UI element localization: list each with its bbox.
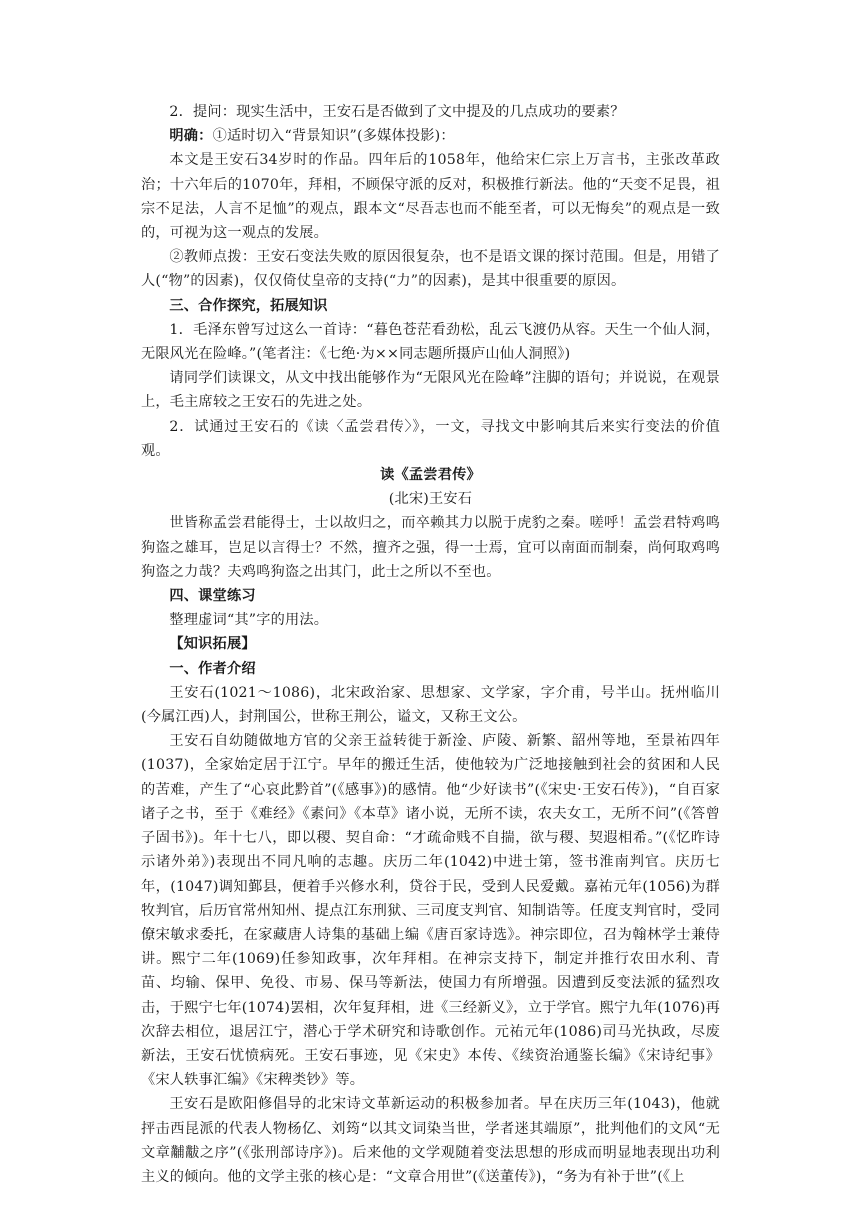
section-3-item-2: 2．试通过王安石的《读〈孟尝君传〉》，一文，寻找文中影响其后来实行变法的价值观。 bbox=[141, 418, 720, 459]
question-2: 2．提问：现实生活中，王安石是否做到了文中提及的几点成功的要素？ bbox=[169, 104, 625, 120]
poem-author: (北宋)王安石 bbox=[388, 491, 473, 508]
section-4-title: 四、课堂练习 bbox=[169, 588, 256, 605]
answer-text: ①适时切入“背景知识”(多媒体投影)： bbox=[212, 128, 455, 145]
knowledge-extension-title: 【知识拓展】 bbox=[169, 636, 256, 653]
section-3-item-1-task: 请同学们读课文，从文中找出能够作为“无限风光在险峰”注脚的语句；并说说，在观景上，毛主席较之王安石的先进之处。 bbox=[141, 370, 720, 411]
answer-clarify bbox=[141, 124, 720, 148]
poem-title: 读《孟尝君传》 bbox=[380, 467, 481, 484]
teacher-paragraph: ②教师点拨：王安石变法失败的原因很复杂，也不是语文课的探讨范围。但是，用错了人(“物”的因素)，仅仅倚仗皇帝的支持(“力”的因素)，是其中很重要的原因。 bbox=[141, 249, 720, 290]
answer-label: 明确： bbox=[169, 128, 213, 145]
section-3-title: 三、合作探究，拓展知识 bbox=[169, 297, 328, 314]
section-4-item: 整理虚词“其”字的用法。 bbox=[169, 612, 329, 629]
author-intro-paragraph-2: 王安石自幼随做地方官的父亲王益转徙于新淦、庐陵、新繁、韶州等地，至景祐四年(1037)，全家始定居于江宁。早年的搬迁生活，使他较为广泛地接触到社会的贫困和人民的苦难，产生了“心哀此黔首”(《感事》)的感情。他“少好读书”(《宋史·王安石传》)，“自百家诸子之书，至于《难经》《素问》《本草》诸小说，无所不读，农夫女工，无所不问”(《答曾子固书》)。年十七八，即以稷、契自命：“才疏命贱不自揣，欲与稷、契遐相希。”(《忆昨诗示诸外弟》)表现出不同凡响的志趣。庆历二年(1042)中进士第，签书淮南判官。庆历七年，(1047)调知鄞县，便着手兴修水利，贷谷于民，受到人民爱戴。嘉祐元年(1056)为群牧判官，后历官常州知州、提点江东刑狱、三司度支判官、知制诰等。任度支判官时，受同僚宋敏求委托，在家藏唐人诗集的基础上编《唐百家诗选》。神宗即位，召为翰林学士兼侍讲。熙宁二年(1069)任参知政事，次年拜相。在神宗支持下，制定并推行农田水利、青苗、均输、保甲、免役、市易、保马等新法，使国力有所增强。因遭到反变法派的猛烈攻击，于熙宁七年(1074)罢相，次年复拜相，进《三经新义》，立于学官。熙宁九年(1076)再次辞去相位，退居江宁，潜心于学术研究和诗歌创作。元祐元年(1086)司马光执政，尽废新法，王安石忧愤病死。王安石事迹，见《宋史》本传、《续资治通鉴长编》《宋诗纪事》《宋人轶事汇编》《宋稗类钞》等。 bbox=[141, 733, 720, 1089]
background-paragraph: 本文是王安石34岁时的作品。四年后的1058年，他给宋仁宗上万言书，主张改革政治；十六年后的1070年，拜相，不顾保守派的反对，积极推行新法。他的“天变不足畏，祖宗不足法，人言不足恤”的观点，跟本文“尽吾志也而不能至者，可以无悔矣”的观点是一致的，可视为这一观点的发展。 bbox=[141, 152, 720, 242]
section-3-item-1: 1．毛泽东曾写过这么一首诗：“暮色苍茫看劲松，乱云飞渡仍从容。天生一个仙人洞，无限风光在险峰。”(笔者注：《七绝·为××同志题所摄庐山仙人洞照》) bbox=[141, 321, 720, 363]
author-intro-paragraph-1: 王安石(1021～1086)，北宋政治家、思想家、文学家，字介甫，号半山。抚州临川(今属江西)人，封荆国公，世称王荆公，谥文，又称王文公。 bbox=[141, 684, 720, 726]
author-intro-paragraph-3: 王安石是欧阳修倡导的北宋诗文革新运动的积极参加者。早在庆历三年(1043)，他就抨击西昆派的代表人物杨亿、刘筠“以其文词染当世，学者迷其端原”，批判他们的文风“无文章黼黻之序”(《张刑部诗序》)。后来他的文学观随着变法思想的形成而明显地表现出功利主义的倾向。他的文学主张的核心是：“文章合用世”(《送董传》)，“务为有补于世”(《上 bbox=[141, 1096, 720, 1185]
poem-text: 世皆称孟尝君能得士，士以故归之，而卒赖其力以脱于虎豹之秦。嗟呼！孟尝君特鸡鸣狗盗之雄耳，岂足以言得士？不然，擅齐之强，得一士焉，宜可以南面而制秦，尚何取鸡鸣狗盗之力哉？夫鸡鸣狗盗之出其门，此士之所以不至也。 bbox=[141, 515, 720, 580]
author-intro-title: 一、作者介绍 bbox=[169, 660, 256, 677]
